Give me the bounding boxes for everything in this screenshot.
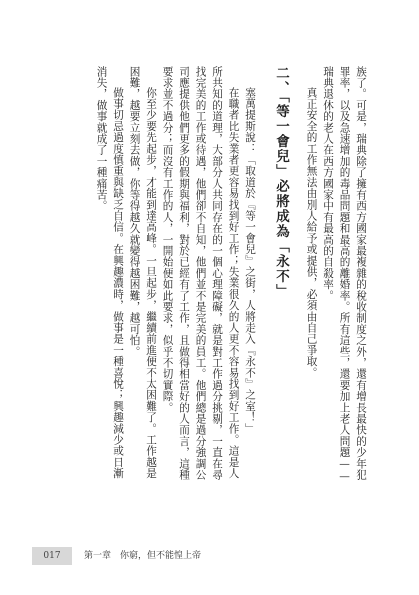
paragraph: 真正安全的工作無法由別人給予或提供，必須由自己爭取。	[305, 87, 318, 379]
paragraph: 在職者比失業者更容易找到好工作；失業很久的人更不容易找到好工作。這是人所共知的道理，大部分人共同存在的一個心理障礙，就是對工作過分挑剔，一直在尋找完美的工作或待遇，他們卻不自知，他們並不是完美的員工。他們總是過分強調公司應提供他們更多的假期與福利，對於已經有了工作，且做得相當好的人而言，這種要求並不過分；而沒有工作的人，一開始便如此要求，似乎不切實際。	[161, 66, 240, 481]
paragraph: 族了。可是，瑞典除了擁有西方國家最複雜的稅收制度之外，還有增長最快的少年犯罪率，以及急速增加的毒品問題和最高的離婚率。所有這些，還要加上老人問題——瑞典退休的老人在西方國家中有最高的自殺率。	[322, 66, 367, 484]
paragraph: 塞萬提斯說：「取道於『等一會兒』之街，人將走入『永不』之室！」	[244, 87, 256, 435]
paragraph: 你至少要先起步，才能到達高峰。一旦起步，繼續前進便不太困難了。工作越是困難，越要立刻去做，你等得越久就變得越困難，越可怕。	[128, 66, 157, 480]
section-heading: 二、「等一會兒」必將成為「永不」	[273, 66, 289, 300]
page-footer	[0, 547, 419, 567]
page-number: 017	[32, 547, 72, 565]
paragraph: 做事切忌過度慎重與缺乏自信。在興趣濃時，做事是一種喜悅；興趣減少或日漸消失，做事就成了一種痛苦。	[95, 66, 124, 480]
chapter-title: 第一章 你窮，但不能惶上帝	[84, 551, 202, 561]
body-text	[93, 66, 369, 486]
